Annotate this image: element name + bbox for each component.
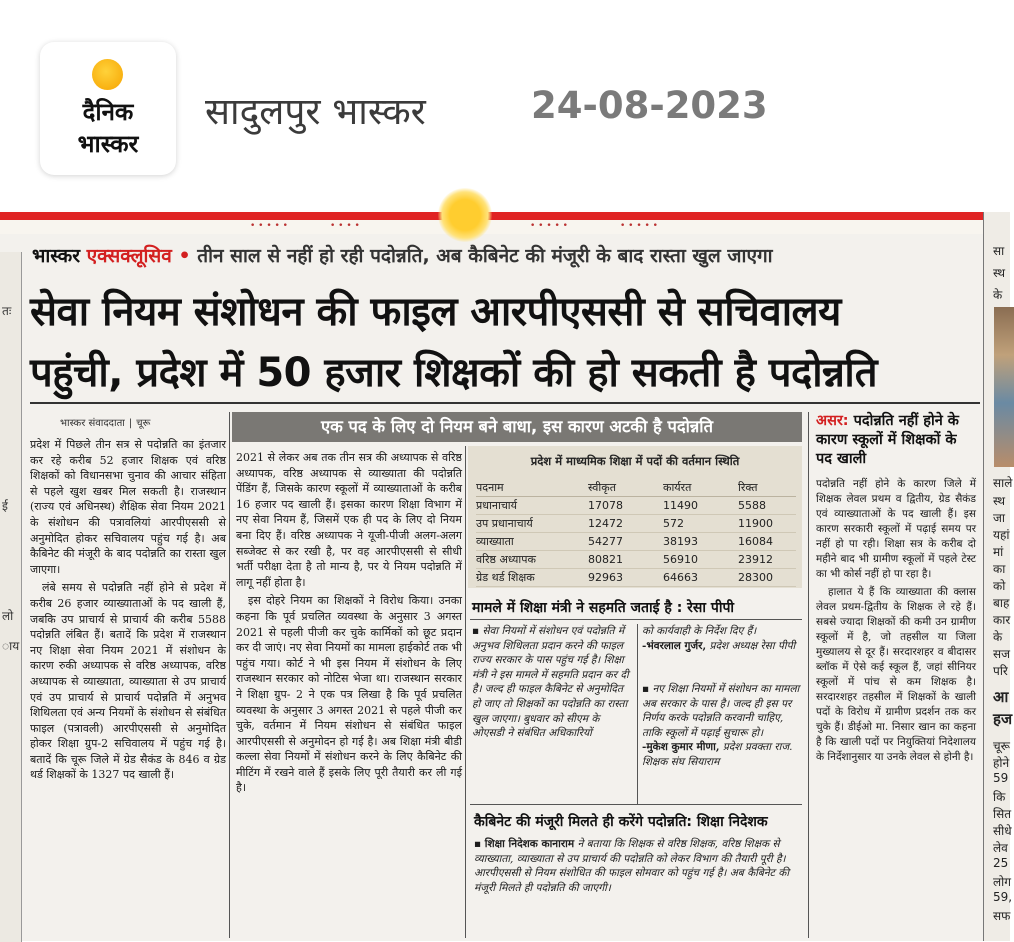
table-cell: व्याख्याता	[476, 533, 588, 551]
table-row	[476, 515, 796, 533]
table-header: स्वीकृत	[588, 479, 663, 497]
masthead-red-bar	[0, 212, 1010, 220]
table-cell: 23912	[738, 551, 796, 569]
adjacent-column-left	[0, 252, 22, 942]
posts-status-table	[476, 479, 796, 587]
table-header: कार्यरत	[663, 479, 738, 497]
byline	[60, 415, 226, 429]
headline-line-2: पहुंची, प्रदेश में 50 हजार शिक्षकों की हो सकती है पदोन्नति	[30, 350, 878, 396]
article-column-1	[30, 415, 226, 786]
kicker-line	[32, 242, 773, 268]
edge-fragment: बाह	[993, 596, 1010, 610]
headline-rule	[30, 402, 980, 404]
byline-reporter: भास्कर संवाददाता	[60, 418, 125, 429]
table-cell: 17078	[588, 497, 663, 515]
quote-author-role: प्रदेश अध्यक्ष रेसा पीपी	[709, 639, 796, 652]
table-header: रिक्त	[738, 479, 796, 497]
quote-text: ▪ नए शिक्षा नियमों में संशोधन का मामला अब सरकार के पास है। जल्द ही इस पर निर्णय करके पदोन्नति करवानी चाहिए, ताकि स्कूलों में पढ़ाई सुचारू हो।	[642, 683, 800, 739]
table-cell: उप प्रधानाचार्य	[476, 515, 588, 533]
edge-fragment: परि	[993, 664, 1008, 678]
edge-fragment: लोग	[993, 875, 1012, 889]
section-rule	[470, 804, 802, 805]
byline-place: चूरू	[136, 418, 151, 429]
edge-fragment: सज	[993, 647, 1011, 661]
kicker-exclusive: एक्सक्लूसिव	[86, 245, 172, 267]
strip-text: • • • • •	[530, 221, 568, 231]
table-cell: 64663	[663, 569, 738, 587]
edge-fragment: सफ	[993, 909, 1011, 923]
edge-fragment: कि	[993, 790, 1006, 804]
masthead-strip	[0, 220, 1010, 234]
sun-icon	[438, 212, 492, 242]
paragraph: पदोन्नति नहीं होने के कारण जिले में शिक्षक लेवल प्रथम व द्वितीय, ग्रेड सैकंड एवं व्याख्याताओं के पद खाली हैं। इस कारण सरकारी स्कूलों में पढ़ाई समय पर नहीं हो पा रही। शिक्षा सत्र के करीब दो महीने बाद भी ग्रामीण स्कूलों में पहले टेस्ट का भी कोर्स नहीं हो पा रहा है।	[816, 478, 976, 580]
kicker-brand: भास्कर	[32, 245, 81, 267]
edge-fragment: मां	[993, 545, 1004, 559]
table-row	[476, 497, 796, 515]
column-divider	[637, 624, 638, 804]
logo-line-1: दैनिक	[82, 98, 134, 126]
table-title: प्रदेश में माध्यमिक शिक्षा में पदों की वर्तमान स्थिति	[530, 454, 740, 468]
column-divider	[229, 412, 230, 938]
table-cell: ग्रेड थर्ड शिक्षक	[476, 569, 588, 587]
director-quote	[474, 837, 800, 895]
adjacent-photo	[994, 307, 1014, 467]
paragraph: लंबे समय से पदोन्नति नहीं होने से प्रदेश में करीब 26 हजार व्याख्याताओं के पद खाली हैं, जबकि उप प्राचार्य से प्राचार्य की करीब 5588 पदोन्नति लंबित हैं। बतादें कि प्रदेश में राजस्थान नए शिक्षा सेवा नियम 2021 में संशोधन के कारण रुकी अध्यापक से वरिष्ठ अध्यापक, वरिष्ठ अध्यापक से व्याख्याता, व्याख्याता से उप प्राचार्य एवं उप प्राचार्य से प्राचार्य पदोन्नति में अनुभव शिथिलता एवं अन्य नियमों के संशोधन से संबंधित फाइल (पत्रावली) आरपीएससी से अनुमोदित होकर शिक्षा ग्रुप-2 सचिवालय में पहुंच गई है। बतादें कि चूरू जिले में ग्रेड सैकंड के 846 व ग्रेड थर्ड शिक्षकों के 1327 पद खाली हैं।	[30, 581, 226, 782]
table-cell: 54277	[588, 533, 663, 551]
edge-fragment: लेव	[993, 841, 1008, 855]
impact-title: पदोन्नति नहीं होने के कारण स्कूलों में शिक्षकों के पद खाली	[816, 413, 959, 467]
edge-fragment: आ	[993, 688, 1009, 706]
edge-fragment: 25	[993, 856, 1009, 870]
column-divider	[808, 412, 809, 938]
table-cell: 11900	[738, 515, 796, 533]
table-row	[476, 569, 796, 587]
edge-fragment: के	[993, 630, 1003, 644]
kicker-dot: •	[178, 245, 191, 267]
director-heading: कैबिनेट की मंजूरी मिलते ही करेंगे पदोन्नति: शिक्षा निदेशक	[474, 814, 768, 830]
paragraph: 2021 से लेकर अब तक तीन सत्र की अध्यापक से वरिष्ठ अध्यापक, वरिष्ठ अध्यापक से व्याख्याता की पदोन्नति पेंडिंग हैं, जिसके कारण स्कूलों में व्याख्याताओं के करीब 16 हजार पद खाली हैं। इसका कारण शिक्षा विभाग में नए सेवा नियम हैं, जिसमें एक ही पद के लिए दो नियम बना दिए हैं। वरिष्ठ अध्यापक ने यूजी-पीजी अलग-अलग सब्जेक्ट से कर रखी है, पर वह आरपीएससी से सीधी भर्ती परीक्षा देता है तो मान्य है, पर ये नियम पदोन्नति में लागू नहीं होता है।	[236, 451, 462, 589]
edge-fragment: तः	[2, 304, 12, 318]
posts-status-table-box	[468, 446, 802, 588]
paragraph: हालात ये हैं कि व्याख्याता की क्लास लेवल प्रथम-द्वितीय के शिक्षक ले रहे हैं। सबसे ज्यादा शिक्षकों की कमी उन ग्रामीण स्कूलों में है, जो तहसील या जिला मुख्यालय से दूर हैं। सरदारशहर व बीदासर ब्लॉक में ऐसे कई स्कूल हैं, जहां सीनियर स्कूलों में पांच से कम शिक्षक है। सरदारशहर तहसील में शिक्षकों के खाली पदों के विरोध में ग्रामीण प्रदर्शन तक कर चुके हैं। डीईओ मा. निसार खान का कहना है कि खाली पदों पर नियुक्तियां निदेशालय के निर्देशानुसार या उनके लेवल से होनी है।	[816, 586, 976, 763]
edge-fragment: 59	[993, 771, 1009, 785]
table-cell: 80821	[588, 551, 663, 569]
edge-fragment: 59,	[993, 890, 1013, 904]
logo-line-2: भास्कर	[77, 130, 139, 158]
edge-fragment: सित	[993, 807, 1012, 821]
impact-heading	[816, 412, 976, 469]
edge-fragment: का	[993, 562, 1006, 576]
edge-fragment: स्थ	[993, 494, 1006, 508]
edge-fragment: जा	[993, 511, 1006, 525]
impact-tag: असर:	[816, 413, 849, 429]
table-cell: 572	[663, 515, 738, 533]
paragraph: प्रदेश में पिछले तीन सत्र से पदोन्नति का इंतजार कर रहे करीब 52 हजार शिक्षक एवं वरिष्ठ शिक्षकों को विधानसभा चुनाव की आचार संहिता से पहले खुश खबर मिल सकती है। राजस्थान (राज्य एवं अधिनस्थ) शैक्षिक सेवा नियम 2021 के संशोधन की पत्रावलियां आरपीएससी से अनुमोदित होकर सचिवालय पहुंच गई है। अब कैबिनेट की मंजूरी के बाद पदोन्नति का रास्ता खुल जाएगा।	[30, 438, 226, 576]
director-text: ने बताया कि शिक्षक से वरिष्ठ शिक्षक, वरिष्ठ शिक्षक से व्याख्याता, व्याख्याता से उप प्राचार्य की पदोन्नति को लेकर विभाग की तैयारी पूरी है। आरपीएससी से नियम संशोधित की फाइल सोमवार को पहुंच गई है। अब कैबिनेट की मंजूरी मिलते ही पदोन्नति की जाएगी।	[474, 838, 790, 894]
adjacent-column-right	[983, 212, 1013, 941]
table-cell: 92963	[588, 569, 663, 587]
article-column-2	[236, 450, 462, 799]
section-rule	[470, 619, 802, 620]
minister-heading: मामले में शिक्षा मंत्री ने सहमति जताई है : रेसा पीपी	[472, 600, 735, 616]
table-cell: 11490	[663, 497, 738, 515]
column-divider	[465, 446, 466, 938]
director-name: ▪ शिक्षा निदेशक कानाराम	[474, 838, 575, 850]
edge-fragment: के	[993, 288, 1003, 302]
strip-text: • • • • •	[250, 221, 288, 231]
quote-author-role: प्रदेश प्रवक्ता राज. शिक्षक संघ सियाराम	[642, 741, 793, 768]
headline-line-1: सेवा नियम संशोधन की फाइल आरपीएससी से सचिवालय	[30, 289, 841, 335]
table-cell: 28300	[738, 569, 796, 587]
paragraph: इस दोहरे नियम का शिक्षकों ने विरोध किया। उनका कहना कि पूर्व प्रचलित व्यवस्था के अनुसार 3 अगस्त 2021 से पहली पीजी कर चुके कार्मिकों को छूट प्रदान कर दी जाएं। नए सेवा नियमों का मामला हाईकोर्ट तक भी पहुंच गया। कोर्ट ने भी इस नियम में संशोधन के लिए राजस्थान सरकार को नोटिस भेजा था। राजस्थान सरकार ने शिक्षा ग्रुप- 2 ने एक पत्र लिखा है कि पूर्व प्रचलित व्यवस्था के अनुसार 3 अगस्त 2021 से पहले पीजी कर चुके, वर्तमान में नियम संशोधन से संबंधित फाइल आरपीएससी से अनुमोदन हो गई है। अब शिक्षा मंत्री बीडी कल्ला सेवा नियमों में संशोधन करने के लिए कैबिनेट की मीटिंग में रखने वाले हैं इसके लिए पूरी तैयारी कर ली गई है।	[236, 594, 462, 795]
edition-date: 24-08-2023	[531, 84, 768, 127]
sun-icon	[92, 59, 123, 90]
quote-text: को कार्यवाही के निर्देश दिए हैं।	[642, 625, 757, 637]
kicker-subtitle: तीन साल से नहीं हो रही पदोन्नति, अब कैबिनेट की मंजूरी के बाद रास्ता खुल जाएगा	[197, 245, 773, 267]
edge-fragment: को	[993, 579, 1006, 593]
quote-author: -मुकेश कुमार मीणा,	[642, 741, 720, 754]
strip-text: • • • •	[330, 221, 360, 231]
table-cell: 5588	[738, 497, 796, 515]
edge-fragment: स्थ	[993, 266, 1006, 280]
edge-fragment: कार	[993, 613, 1011, 627]
edge-fragment: साले	[993, 476, 1013, 490]
minister-quote-1: ▪ सेवा नियमों में संशोधन एवं पदोन्नति में अनुभव शिथिलता प्रदान करने की फाइल राज्य सरकार के पास पहुंच गई है। शिक्षा मंत्री ने इस मामले में सहमति प्रदान कर दी है। जल्द ही फाइल कैबिनेट से अनुमोदित हो जाए तो शिक्षकों का पदोन्नति का रास्ता खुल जाएगा। बुधवार को सीएम के ओएसडी ने संबंधित अधिकारियों	[472, 625, 629, 740]
table-cell: 12472	[588, 515, 663, 533]
table-cell: प्रधानाचार्य	[476, 497, 588, 515]
strip-text: • • • • •	[620, 221, 658, 231]
minister-quote-2	[642, 624, 802, 653]
edge-fragment: सीधे	[993, 824, 1012, 838]
table-cell: 16084	[738, 533, 796, 551]
edge-fragment: यहां	[993, 528, 1010, 542]
table-row	[476, 533, 796, 551]
brand-logo	[40, 42, 176, 175]
edge-fragment: सा	[993, 244, 1005, 258]
table-cell: वरिष्ठ अध्यापक	[476, 551, 588, 569]
table-header-row	[476, 479, 796, 497]
table-row	[476, 551, 796, 569]
article-column-4	[816, 412, 976, 768]
section-subhead: एक पद के लिए दो नियम बने बाधा, इस कारण अटकी है पदोन्नति	[232, 412, 802, 442]
edition-title: सादुलपुर भास्कर	[205, 90, 426, 133]
edge-fragment: होने	[993, 756, 1010, 770]
edge-fragment: लो	[2, 609, 14, 623]
minister-quote-3	[642, 682, 802, 770]
newspaper-clipping	[0, 212, 1013, 941]
table-cell: 38193	[663, 533, 738, 551]
byline-separator: |	[128, 418, 133, 429]
edge-fragment: हज	[993, 710, 1013, 728]
table-cell: 56910	[663, 551, 738, 569]
table-header: पदनाम	[476, 479, 588, 497]
edge-fragment: ई	[2, 499, 8, 513]
quote-author: -भंवरलाल गुर्जर,	[642, 639, 707, 652]
edge-fragment: ाय	[2, 639, 20, 653]
edge-fragment: चूरू	[993, 739, 1010, 753]
